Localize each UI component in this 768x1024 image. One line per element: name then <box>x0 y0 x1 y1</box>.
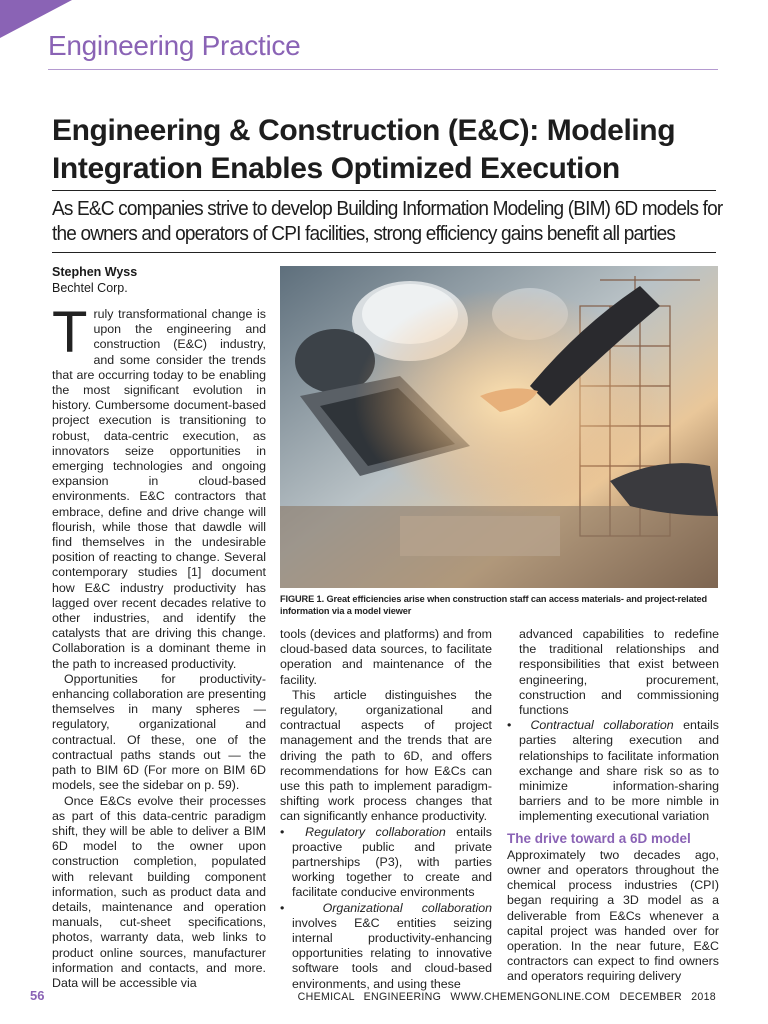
bullet-text: entails proactive public and private partnerships (P3), with parties working together to create and facilitate conducive environments <box>292 824 492 900</box>
section-subheading: The drive toward a 6D model <box>507 830 691 846</box>
section-divider <box>48 69 718 70</box>
figure-caption: FIGURE 1. Great efficiencies arise when construction staff can access materials- and project-related information via a model viewer <box>280 594 708 616</box>
construction-photo-illustration <box>280 266 718 588</box>
intro-paragraph <box>52 300 266 672</box>
bullet-item: • Contractual collaboration entails parties altering execution and relationships to facilitate information exchange and share risk so as to minimize information-sharing barriers and to be more nimble in implementing executional variation <box>507 718 719 824</box>
body-column-2 <box>280 627 492 992</box>
body-paragraph: Opportunities for productivity-enhancing collaboration are presenting themselves in many spheres — regulatory, organizational and contractual. Of these, one of the contractual paths stands out — the path to BIM 6D (For more on BIM 6D models, see the sidebar on p. 59). <box>52 671 266 793</box>
bullet-text: entails parties altering execution and relationships to facilitate information exchange and share risk so as to minimize information-sharing barriers and to be more nimble in implementing executional variation <box>519 718 719 824</box>
bullet-continuation: advanced capabilities to redefine the traditional relationships and responsibilities that exist between engineering, procurement, construction and commissioning functions <box>519 627 719 718</box>
body-paragraph: Approximately two decades ago, owner and operators throughout the chemical process industries (CPI) began requiring a 3D model as a deliverable from E&Cs whenever a capital project was handed over for operation. In the near future, E&C contractors can expect to find owners and operators requiring delivery <box>507 847 719 984</box>
article-title: Engineering & Construction (E&C): Modeling Integration Enables Optimized Execution <box>52 114 676 185</box>
author-affiliation: Bechtel Corp. <box>52 281 128 295</box>
body-paragraph: Once E&Cs evolve their processes as part of this data-centric paradigm shift, they will be able to deliver a BIM 6D model to the owner upon construction completion, populated with relevant building component information, such as product data and details, maintenance and operation manuals, cut-sheet specifications, photos, warranty data, web links to product online sources, manufacturer information and contacts, and more. Data will be accessible via <box>52 793 266 990</box>
issue-date: DECEMBER 2018 <box>619 991 716 1003</box>
bullet-lead: Regulatory collaboration <box>305 824 446 839</box>
bullet-lead: Organizational collaboration <box>322 900 492 915</box>
paragraph-text: ruly transformational change is upon the engineering and construction (E&C) industry, and some consider the trends that are occurring today to be enabling the most significant evolution in history. Cumbersome document-based project execution is transitioning to robust, data-centric execution, as innovators seize opportunities in emerging technologies and ongoing expansion in cloud-based environments. E&C contractors that embrace, define and drive change will flourish, while those that dawdle will find themselves in the undesirable position of reacting to change. Several contemporary studies [1] document how E&C industry productivity has lagged over recent decades relative to other industries, and identify the catalysts that are driving this change. Collaboration is a dominant theme in the path to increased productivity. <box>52 307 266 671</box>
body-column-1 <box>52 300 266 991</box>
section-label: Engineering Practice <box>48 30 301 61</box>
bullet-text: involves E&C entities seizing internal productivity-enhancing opportunities relating to innovative software tools and cloud-based environments, and using these <box>292 915 492 991</box>
bullet-lead: Contractual collaboration <box>530 718 674 733</box>
footer-publication-line <box>298 991 716 1003</box>
page-number: 56 <box>30 988 45 1003</box>
figure-image <box>280 266 718 588</box>
article-deck: As E&C companies strive to develop Building Information Modeling (BIM) 6D models for the owners and operators of CPI facilities, strong efficiency gains benefit all parties <box>52 197 723 245</box>
publication-name: CHEMICAL ENGINEERING <box>297 991 442 1003</box>
drop-cap: T <box>52 300 88 365</box>
deck-divider <box>52 252 716 253</box>
body-paragraph: tools (devices and platforms) and from cloud-based data sources, to facilitate operation and maintenance of the facility. <box>280 627 492 687</box>
publication-website: WWW.CHEMENGONLINE.COM <box>450 991 611 1003</box>
author-name: Stephen Wyss <box>52 265 138 279</box>
bullet-item: • Regulatory collaboration entails proactive public and private partnerships (P3), with parties working together to create and facilitate conducive environments <box>280 824 492 900</box>
bullet-item: • Organizational collaboration involves E&C entities seizing internal productivity-enhancing opportunities relating to innovative software tools and cloud-based environments, and using these <box>280 900 492 991</box>
title-divider <box>52 190 716 191</box>
body-column-3 <box>507 627 719 985</box>
body-paragraph: This article distinguishes the regulatory, organizational and contractual aspects of project management and the trends that are driving the path to 6D, and offers recommendations for how E&Cs can use this path to implement paradigm-shifting work process changes that can significantly enhance productivity. <box>280 687 492 824</box>
